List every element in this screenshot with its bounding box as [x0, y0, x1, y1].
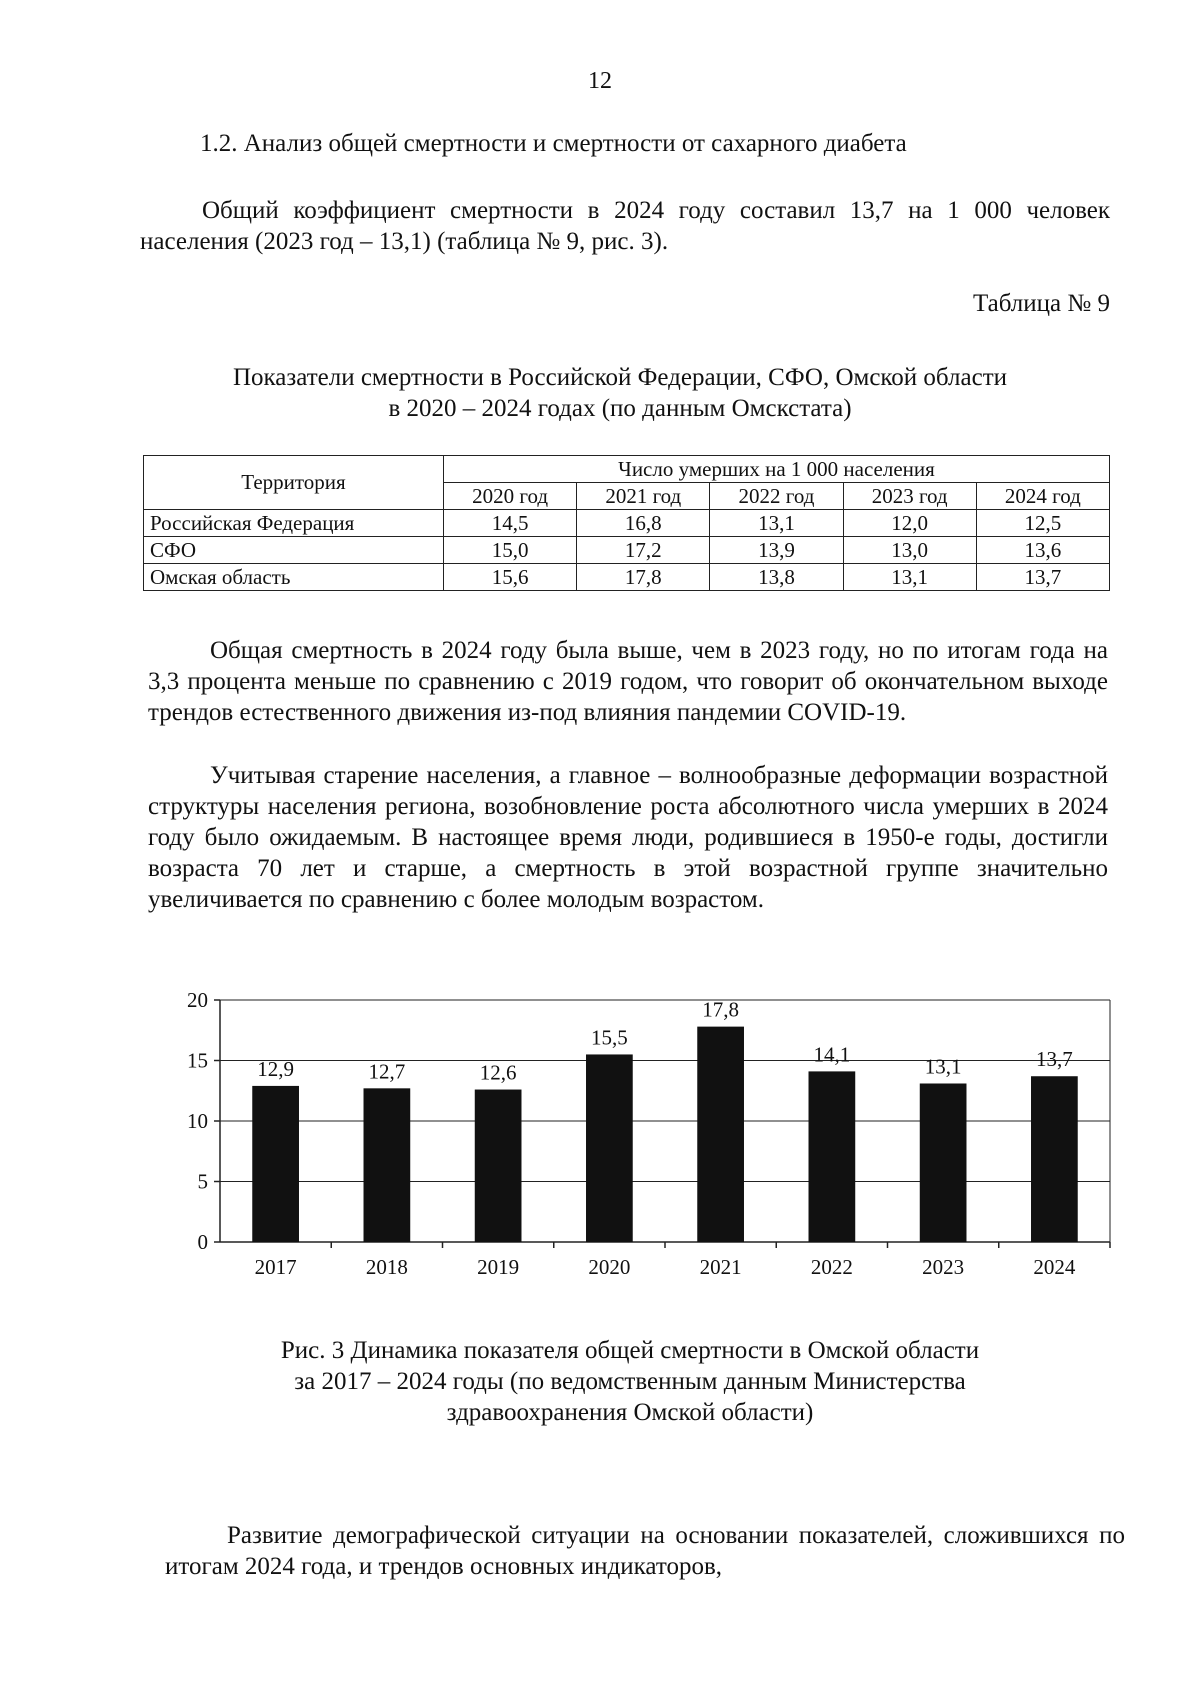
- bar: [1031, 1076, 1078, 1242]
- caption-line-3: здравоохранения Омской области): [446, 1399, 814, 1426]
- bar-value-label: 17,8: [702, 997, 739, 1022]
- table-title-line-1: Показатели смертности в Российской Федерации, СФО, Омской области: [232, 364, 1008, 391]
- table-row: [144, 564, 1110, 591]
- paragraph-4: Развитие демографической ситуации на основании показателей, сложившихся по итогам 2024 года, и трендов основных индикаторов,: [165, 1522, 1125, 1580]
- mortality-table: [143, 455, 1110, 591]
- territory-cell: СФО: [144, 537, 444, 564]
- y-tick-label: 10: [187, 1109, 208, 1133]
- year-header: 2024 год: [976, 483, 1109, 510]
- paragraph-3: Учитывая старение населения, а главное – волнообразные деформации возрастной структуры населения региона, возобновление роста абсолютного числа умерших в 2024 году было ожидаемым. В настоящее время люди, родившиеся в 1950-е годы, достигли возраста 70 лет и старше, а смертность в этой возрастной группе значительно увеличивается по сравнению с более молодым возрастом.: [148, 762, 1108, 913]
- value-cell: 17,2: [577, 537, 710, 564]
- paragraph-2: Общая смертность в 2024 году была выше, чем в 2023 году, но по итогам года на 3,3 процента меньше по сравнению с 2019 годом, что говорит об окончательном выходе трендов естественного движения из-под влияния пандемии COVID-19.: [148, 637, 1108, 726]
- table-header-row: [144, 456, 1110, 483]
- bar-value-label: 14,1: [813, 1042, 851, 1067]
- bar: [364, 1088, 411, 1242]
- year-header: 2020 год: [444, 483, 577, 510]
- page-number: 12: [588, 68, 612, 94]
- bar: [586, 1054, 633, 1242]
- bar-value-label: 13,7: [1036, 1047, 1073, 1072]
- group-header: Число умерших на 1 000 населения: [444, 456, 1110, 483]
- value-cell: 16,8: [577, 510, 710, 537]
- bar: [920, 1083, 967, 1242]
- table-label: Таблица № 9: [972, 290, 1110, 317]
- bar-value-label: 12,6: [479, 1060, 517, 1085]
- section-heading: 1.2. Анализ общей смертности и смертности от сахарного диабета: [200, 130, 907, 157]
- year-header: 2023 год: [843, 483, 976, 510]
- caption-line-2: за 2017 – 2024 годы (по ведомственным данным Министерства: [294, 1368, 966, 1395]
- x-tick-label: 2020: [588, 1255, 631, 1279]
- value-cell: 17,8: [577, 564, 710, 591]
- value-cell: 14,5: [444, 510, 577, 537]
- bar: [809, 1071, 856, 1242]
- value-cell: 12,0: [843, 510, 976, 537]
- x-tick-label: 2021: [699, 1255, 742, 1279]
- year-header: 2021 год: [577, 483, 710, 510]
- y-tick-label: 20: [187, 988, 208, 1012]
- x-tick-label: 2017: [254, 1255, 297, 1279]
- value-cell: 13,1: [843, 564, 976, 591]
- mortality-chart: [160, 980, 1120, 1310]
- figure-caption: [230, 1335, 1030, 1428]
- y-tick-label: 0: [197, 1230, 208, 1254]
- value-cell: 13,8: [710, 564, 843, 591]
- y-tick-label: 15: [187, 1048, 208, 1073]
- x-tick-label: 2019: [477, 1255, 520, 1279]
- territory-cell: Омская область: [144, 564, 444, 591]
- bar-value-label: 12,7: [368, 1059, 406, 1084]
- x-tick-label: 2018: [365, 1255, 408, 1279]
- value-cell: 15,0: [444, 537, 577, 564]
- value-cell: 12,5: [976, 510, 1109, 537]
- bar-value-label: 12,9: [257, 1056, 294, 1081]
- territory-header: Территория: [144, 456, 444, 510]
- value-cell: 13,9: [710, 537, 843, 564]
- territory-cell: Российская Федерация: [144, 510, 444, 537]
- table-title: [180, 362, 1060, 424]
- value-cell: 13,7: [976, 564, 1109, 591]
- y-tick-label: 5: [197, 1169, 208, 1194]
- bar-value-label: 13,1: [924, 1054, 962, 1079]
- x-tick-label: 2023: [922, 1255, 965, 1279]
- caption-line-1: Рис. 3 Динамика показателя общей смертности в Омской области: [280, 1337, 980, 1364]
- table-title-line-2: в 2020 – 2024 годах (по данным Омскстата): [388, 395, 852, 422]
- table-row: [144, 537, 1110, 564]
- bar: [252, 1086, 299, 1242]
- bar-value-label: 15,5: [591, 1025, 628, 1050]
- value-cell: 13,0: [843, 537, 976, 564]
- value-cell: 15,6: [444, 564, 577, 591]
- table-row: [144, 510, 1110, 537]
- value-cell: 13,1: [710, 510, 843, 537]
- paragraph-1: Общий коэффициент смертности в 2024 году составил 13,7 на 1 000 человек населения (2023 год – 13,1) (таблица № 9, рис. 3).: [140, 197, 1110, 255]
- bar: [697, 1027, 744, 1242]
- x-tick-label: 2024: [1033, 1255, 1076, 1279]
- x-tick-label: 2022: [810, 1255, 853, 1279]
- value-cell: 13,6: [976, 537, 1109, 564]
- bar: [475, 1090, 522, 1242]
- year-header: 2022 год: [710, 483, 843, 510]
- mortality-bar-chart: [160, 980, 1120, 1310]
